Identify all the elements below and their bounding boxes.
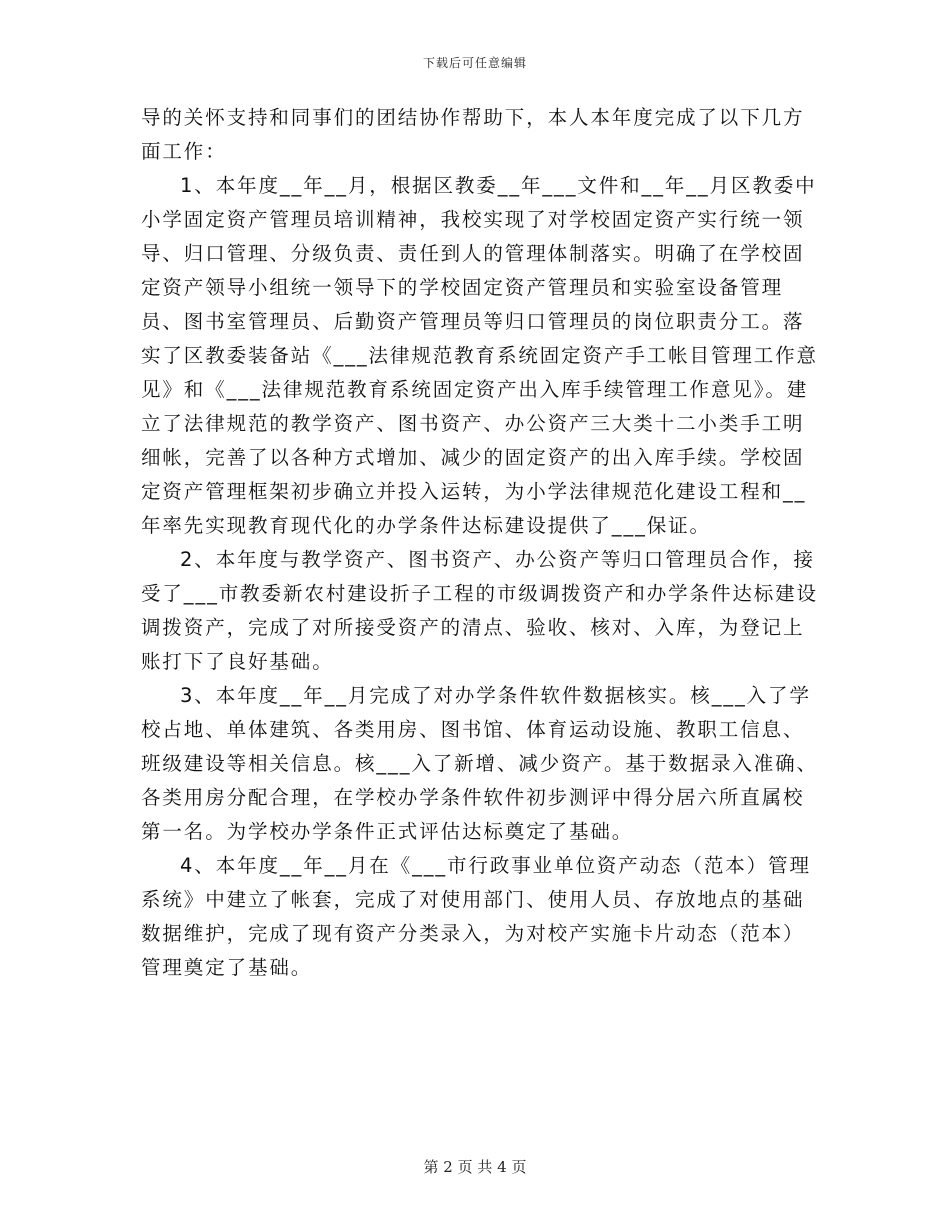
paragraph-item-1: 1、本年度__年__月，根据区教委__年___文件和__年__月区教委中小学固定资产管理员培训精神，我校实现了对学校固定资产实行统一领导、归口管理、分级负责、责任到人的管理体制落实。明确了在学校固定资产领导小组统一领导下的学校固定资产管理员和实验室设备管理员、图书室管理员、后勤资产管理员等归口管理员的岗位职责分工。落实了区教委装备站《___法律规范教育系统固定资产手工帐目管理工作意见》和《___法律规范教育系统固定资产出入库手续管理工作意见》。建立了法律规范的教学资产、图书资产、办公资产三大类十二小类手工明细帐，完善了以各种方式增加、减少的固定资产的出入库手续。学校固定资产管理框架初步确立并投入运转，为小学法律规范化建设工程和__年率先实现教育现代化的办学条件达标建设提供了___保证。 — [141, 174, 818, 537]
page-header: 下载后可任意编辑 — [422, 56, 527, 70]
paragraph-item-3: 3、本年度__年__月完成了对办学条件软件数据核实。核___入了学校占地、单体建筑、各类用房、图书馆、体育运动设施、教职工信息、班级建设等相关信息。核___入了新增、减少资产。基于数据录入准确、各类用房分配合理，在学校办学条件软件初步测评中得分居六所直属校第一名。为学校办学条件正式评估达标奠定了基础。 — [141, 684, 818, 843]
document-body — [141, 101, 821, 985]
paragraph-intro: 导的关怀支持和同事们的团结协作帮助下，本人本年度完成了以下几方面工作： — [141, 106, 805, 163]
paragraph-item-2: 2、本年度与教学资产、图书资产、办公资产等归口管理员合作，接受了___市教委新农村建设折子工程的市级调拨资产和办学条件达标建设调拨资产，完成了对所接受资产的清点、验收、核对、入库，为登记上账打下了良好基础。 — [141, 548, 818, 673]
paragraph-item-4: 4、本年度__年__月在《___市行政事业单位资产动态（范本）管理系统》中建立了帐套，完成了对使用部门、使用人员、存放地点的基础数据维护，完成了现有资产分类录入，为对校产实施卡片动态（范本）管理奠定了基础。 — [141, 854, 811, 979]
page-number-footer: 第 2 页 共 4 页 — [423, 1158, 527, 1176]
